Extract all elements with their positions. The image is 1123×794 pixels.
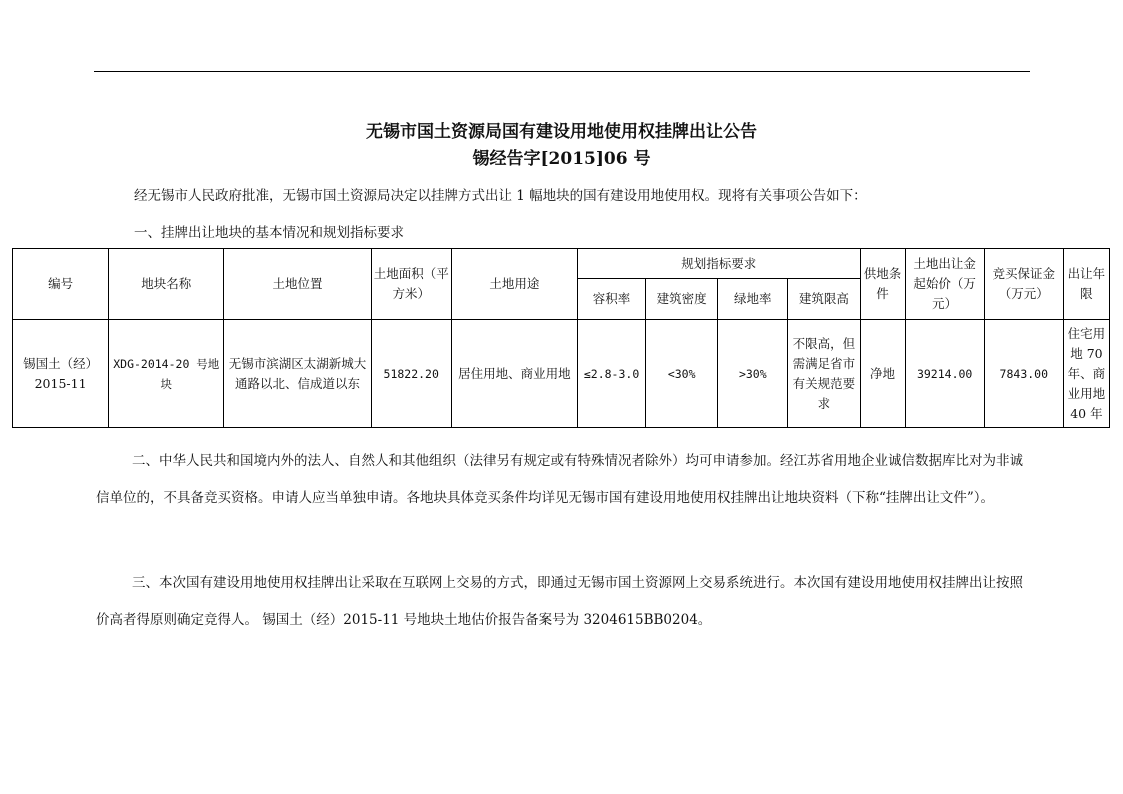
- header-area: 土地面积（平方米）: [371, 249, 451, 320]
- cell-deposit: 7843.00: [984, 320, 1063, 428]
- header-planning: 规划指标要求: [578, 249, 861, 279]
- cell-term: 住宅用地 70 年、商业用地 40 年: [1063, 320, 1109, 428]
- cell-code: 锡国土（经）2015-11: [13, 320, 109, 428]
- header-parcel-name: 地块名称: [109, 249, 224, 320]
- header-use: 土地用途: [451, 249, 577, 320]
- header-term: 出让年限: [1063, 249, 1109, 320]
- cell-parcel-name: XDG-2014-20 号地块: [109, 320, 224, 428]
- cell-location: 无锡市滨湖区太湖新城大通路以北、信成道以东: [224, 320, 371, 428]
- header-code: 编号: [13, 249, 109, 320]
- top-rule: [94, 71, 1030, 72]
- header-start-price: 土地出让金起始价（万元）: [905, 249, 984, 320]
- table-row: [13, 320, 1110, 428]
- cell-density: <30%: [646, 320, 718, 428]
- section3-paragraph: 三、本次国有建设用地使用权挂牌出让采取在互联网上交易的方式，即通过无锡市国土资源网上交易系统进行。本次国有建设用地使用权挂牌出让按照价高者得原则确定竞得人。 锡国土（经）2015-11 号地块土地估价报告备案号为 3204615BB0204。: [96, 575, 1023, 628]
- header-height: 建筑限高: [788, 279, 860, 320]
- cell-far: ≤2.8-3.0: [578, 320, 646, 428]
- cell-green: >30%: [718, 320, 788, 428]
- header-deposit: 竞买保证金（万元）: [984, 249, 1063, 320]
- header-location: 土地位置: [224, 249, 371, 320]
- page-title: 无锡市国土资源局国有建设用地使用权挂牌出让公告: [366, 122, 757, 142]
- section2-paragraph: 二、中华人民共和国境内外的法人、自然人和其他组织（法律另有规定或有特殊情况者除外）均可申请参加。经江苏省用地企业诚信数据库比对为非诚信单位的，不具备竞买资格。申请人应当单独申请。各地块具体竞买条件均详见无锡市国有建设用地使用权挂牌出让地块资料（下称“挂牌出让文件”）。: [96, 453, 1023, 506]
- cell-start-price: 39214.00: [905, 320, 984, 428]
- header-density: 建筑密度: [646, 279, 718, 320]
- cell-use: 居住用地、商业用地: [451, 320, 577, 428]
- header-far: 容积率: [578, 279, 646, 320]
- table-header-row: [13, 249, 1110, 279]
- document-number: 锡经告字[2015]06 号: [472, 149, 651, 169]
- cell-supply: 净地: [860, 320, 905, 428]
- section1-heading: 一、挂牌出让地块的基本情况和规划指标要求: [134, 225, 404, 241]
- parcel-table: [12, 248, 1110, 428]
- cell-height: 不限高，但需满足省市有关规范要求: [788, 320, 860, 428]
- header-green: 绿地率: [718, 279, 788, 320]
- header-supply: 供地条件: [860, 249, 905, 320]
- cell-area: 51822.20: [371, 320, 451, 428]
- intro-paragraph: 经无锡市人民政府批准，无锡市国土资源局决定以挂牌方式出让 1 幅地块的国有建设用地使用权。现将有关事项公告如下：: [134, 188, 867, 204]
